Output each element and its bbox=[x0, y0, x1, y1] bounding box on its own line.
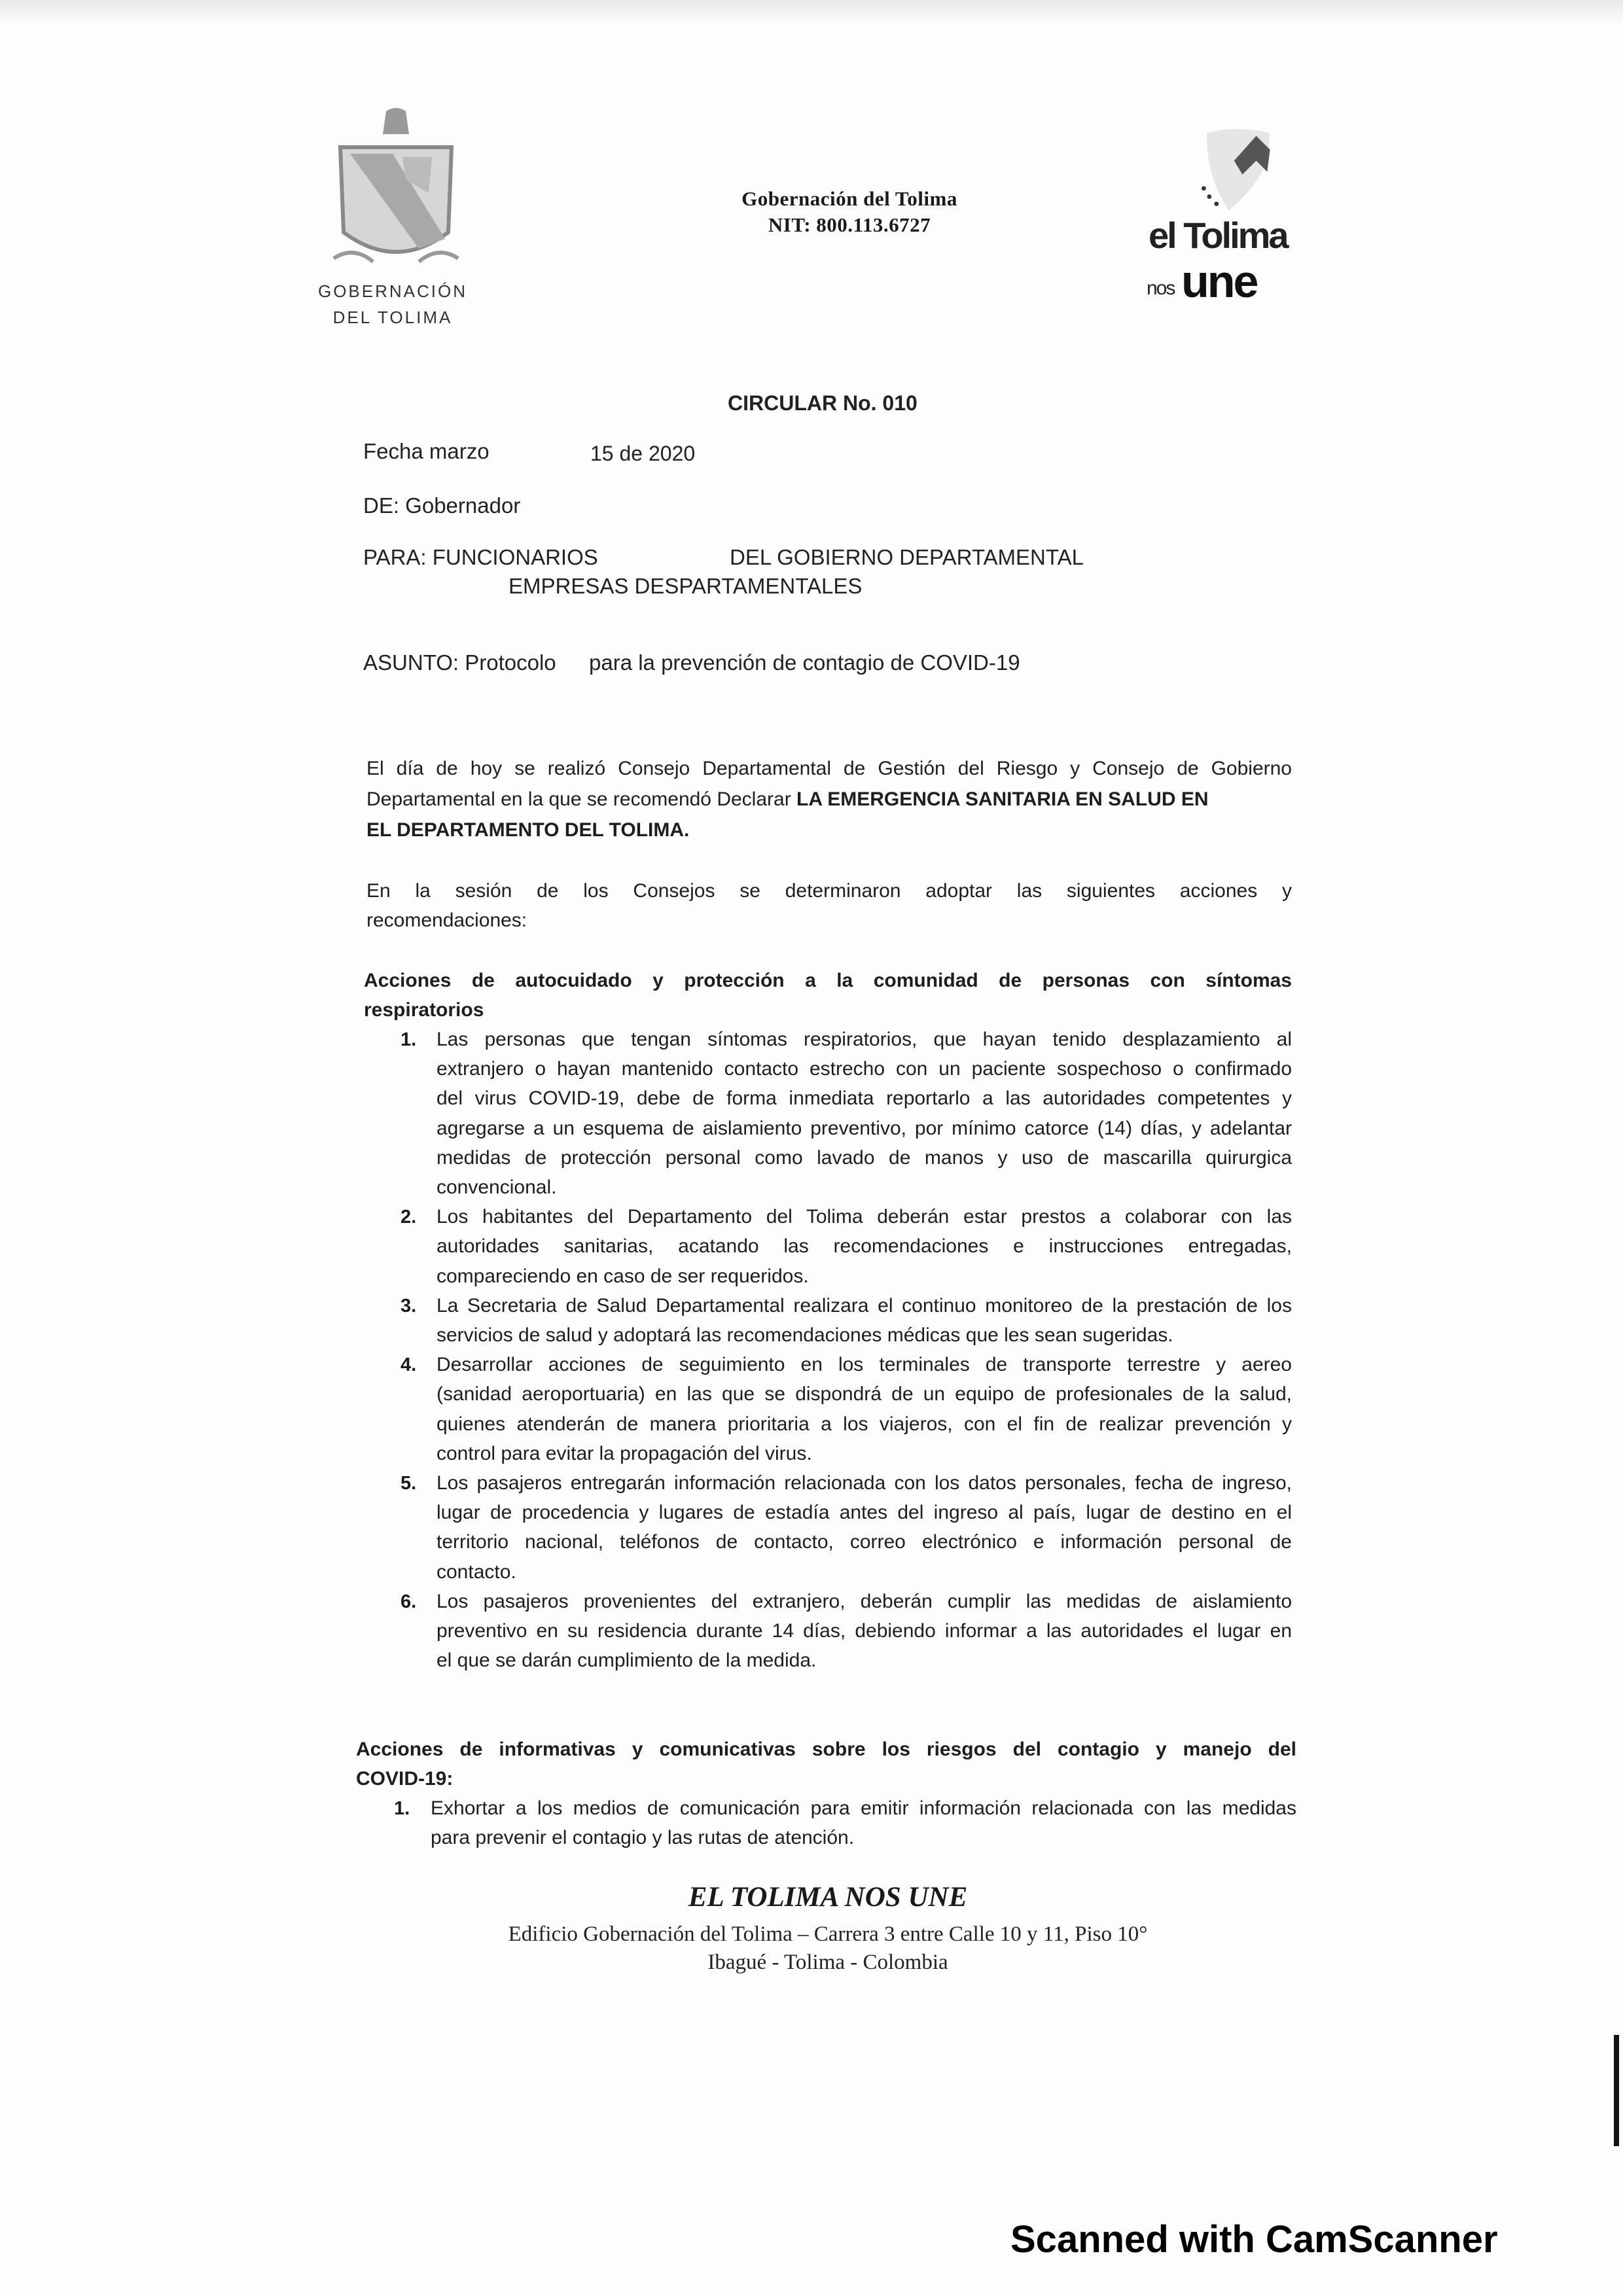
list-item-line: Los pasajeros entregarán información relacionada con los datos personales, fecha de ingreso, bbox=[437, 1472, 1292, 1494]
section2-heading: COVID-19: bbox=[356, 1768, 454, 1790]
list-item-line: Los pasajeros provenientes del extranjero, deberán cumplir las medidas de aislamiento bbox=[437, 1590, 1292, 1612]
footer-city: Ibagué - Tolima - Colombia bbox=[707, 1951, 948, 1974]
camscanner-watermark: Scanned with CamScanner bbox=[1010, 2218, 1498, 2261]
logo-el-tolima: el Tolima bbox=[1149, 215, 1287, 256]
org-nit: NIT: 800.113.6727 bbox=[768, 213, 931, 236]
de-field: DE: Gobernador bbox=[363, 493, 521, 518]
list-item-line: preventivo en su residencia durante 14 días, debiendo informar a las autoridades el lugar en bbox=[437, 1620, 1292, 1642]
list-item-line: control para evitar la propagación del virus. bbox=[437, 1442, 812, 1464]
para2-line: recomendaciones: bbox=[366, 910, 527, 931]
list-item-line: para prevenir el contagio y las rutas de atención. bbox=[431, 1827, 855, 1849]
para1-bold-text: LA EMERGENCIA SANITARIA EN SALUD EN bbox=[796, 788, 1209, 810]
list-item-line: servicios de salud y adoptará las recomendaciones médicas que les sean sugeridas. bbox=[437, 1324, 1173, 1346]
para1-line bbox=[366, 785, 1292, 814]
para-label: PARA: FUNCIONARIOS bbox=[363, 545, 598, 569]
list-item-line: La Secretaria de Salud Departamental realizara el continuo monitoreo de la prestación de los bbox=[437, 1294, 1292, 1316]
para2-line: En la sesión de los Consejos se determinaron adoptar las siguientes acciones y bbox=[366, 880, 1292, 902]
list-item-line: convencional. bbox=[437, 1176, 557, 1198]
scan-edge-mark bbox=[1614, 2035, 1619, 2146]
list-item-line: el que se darán cumplimiento de la medida. bbox=[437, 1650, 817, 1672]
list-item-line: medidas de protección personal como lavado de manos y uso de mascarilla quirurgica bbox=[437, 1146, 1292, 1169]
logo-nos: nos bbox=[1147, 277, 1175, 299]
list-item-number: 1. bbox=[394, 1798, 410, 1819]
list-item-line: Desarrollar acciones de seguimiento en los terminales de transporte terrestre y aereo bbox=[437, 1354, 1292, 1376]
list-item-line: del virus COVID-19, debe de forma inmediata reportarlo a las autoridades competentes y bbox=[437, 1087, 1292, 1110]
logo-une: une bbox=[1181, 256, 1257, 307]
org-name: Gobernación del Tolima bbox=[741, 187, 957, 210]
list-item-line: agregarse a un esquema de aislamiento preventivo, por mínimo catorce (14) días, y adelantar bbox=[437, 1117, 1292, 1139]
list-item-line: Los habitantes del Departamento del Tolima deberán estar prestos a colaborar con las bbox=[437, 1206, 1292, 1228]
crest-label-line-2: DEL TOLIMA bbox=[332, 308, 453, 327]
fecha-label: Fecha marzo bbox=[363, 439, 490, 463]
el-tolima-nos-une-logo bbox=[1188, 128, 1286, 216]
list-item-line: territorio nacional, teléfonos de contacto, correo electrónico e información personal de bbox=[437, 1531, 1292, 1553]
list-item-line: quienes atenderán de manera prioritaria a los viajeros, con el fin de realizar prevención y bbox=[437, 1413, 1292, 1435]
list-item-line: contacto. bbox=[437, 1561, 516, 1583]
list-item-number: 6. bbox=[401, 1591, 417, 1612]
circular-title: CIRCULAR No. 010 bbox=[728, 391, 918, 415]
crest-label-line-1: GOBERNACIÓN bbox=[317, 281, 468, 301]
scan-edge bbox=[0, 0, 1623, 26]
section1-heading: Acciones de autocuidado y protección a la comunidad de personas con síntomas bbox=[364, 970, 1292, 991]
para1-text: Departamental en la que se recomendó Declarar bbox=[366, 788, 797, 810]
list-item-line: extranjero o hayan mantenido contacto estrecho con un paciente sospechoso o confirmado bbox=[437, 1058, 1292, 1080]
para1-bold-line: EL DEPARTAMENTO DEL TOLIMA. bbox=[366, 819, 690, 841]
coat-of-arms-logo bbox=[314, 108, 478, 278]
footer-slogan: EL TOLIMA NOS UNE bbox=[688, 1882, 968, 1913]
asunto-value: para la prevención de contagio de COVID-19 bbox=[589, 650, 1020, 675]
section1-heading: respiratorios bbox=[364, 999, 484, 1021]
list-item-number: 3. bbox=[401, 1295, 417, 1316]
list-item-line: Exhortar a los medios de comunicación para emitir información relacionada con las medidas bbox=[431, 1797, 1296, 1819]
list-item-line: autoridades sanitarias, acatando las recomendaciones e instrucciones entregadas, bbox=[437, 1235, 1292, 1258]
list-item-number: 5. bbox=[401, 1473, 417, 1494]
list-item-number: 2. bbox=[401, 1207, 417, 1228]
list-item-line: compareciendo en caso de ser requeridos. bbox=[437, 1265, 809, 1287]
asunto-label: ASUNTO: Protocolo bbox=[363, 650, 556, 675]
footer-address: Edificio Gobernación del Tolima – Carrera 3 entre Calle 10 y 11, Piso 10° bbox=[508, 1922, 1148, 1946]
list-item-line: lugar de procedencia y lugares de estadía antes del ingreso al país, lugar de destino en el bbox=[437, 1502, 1292, 1524]
para-recipient-1: DEL GOBIERNO DEPARTAMENTAL bbox=[730, 545, 1084, 569]
list-item-line: Las personas que tengan síntomas respiratorios, que hayan tenido desplazamiento al bbox=[437, 1029, 1292, 1050]
section2-heading: Acciones de informativas y comunicativas sobre los riesgos del contagio y manejo del bbox=[356, 1739, 1296, 1760]
list-item-line: (sanidad aeroportuaria) en las que se dispondrá de un equipo de profesionales de la salud, bbox=[437, 1383, 1292, 1405]
fecha-value: 15 de 2020 bbox=[590, 442, 696, 465]
list-item-number: 1. bbox=[401, 1029, 417, 1050]
para-recipient-2: EMPRESAS DESPARTAMENTALES bbox=[508, 574, 863, 598]
list-item-number: 4. bbox=[401, 1354, 417, 1376]
para1-line: El día de hoy se realizó Consejo Departamental de Gestión del Riesgo y Consejo de Gobierno bbox=[366, 758, 1292, 779]
